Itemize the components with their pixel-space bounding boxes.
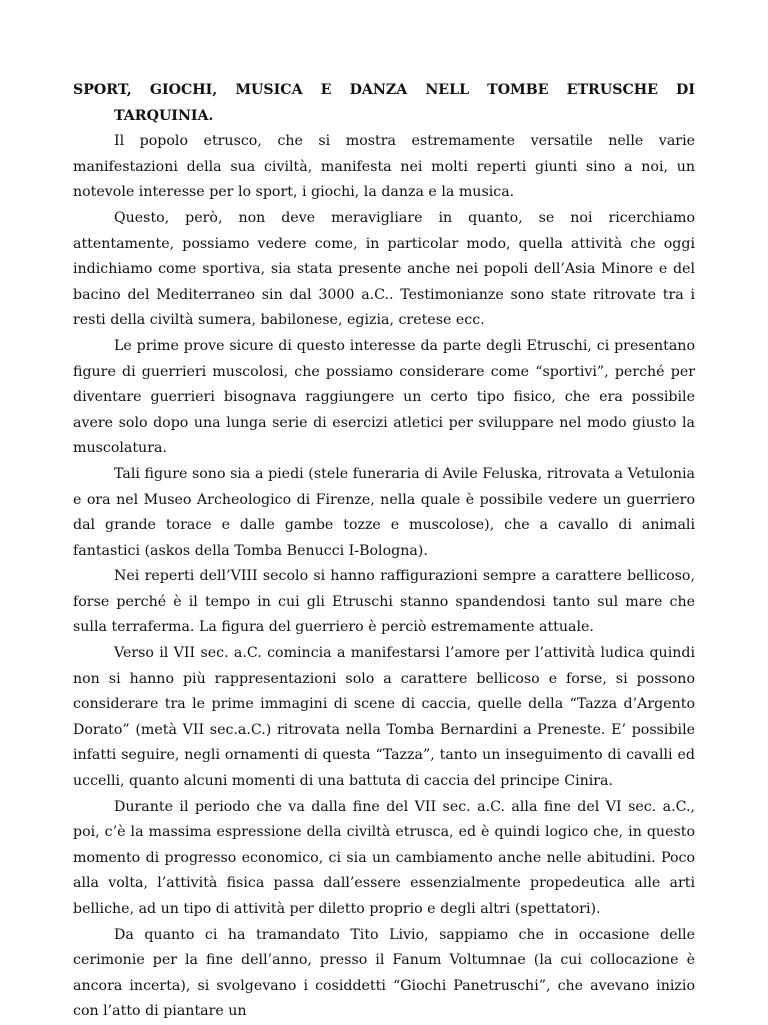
document-page [73, 78, 695, 1025]
paragraph: Durante il periodo che va dalla fine del VII sec. a.C. alla fine del VI sec. a.C., poi, c’è la massima espressione della civiltà etrusca, ed è quindi logico che, in questo momento di progresso economico, ci sia un cambiamento anche nelle abitudini. Poco alla volta, l’attività fisica passa dall’essere essenzialmente propedeutica alle arti belliche, ad un tipo di attività per diletto proprio e degli altri (spettatori). [73, 798, 695, 917]
paragraph: Verso il VII sec. a.C. comincia a manifestarsi l’amore per l’attività ludica quindi non si hanno più rappresentazioni solo a carattere bellicoso e forse, si possono considerare tra le prime immagini di scene di caccia, quelle della “Tazza d’Argento Dorato” (metà VII sec.a.C.) ritrovata nella Tomba Bernardini a Preneste. E’ possibile infatti seguire, negli ornamenti di questa “Tazza”, tanto un inseguimento di cavalli ed uccelli, quanto alcuni momenti di una battuta di caccia del principe Cinira. [73, 645, 695, 790]
document-title [73, 78, 695, 129]
paragraph: Da quanto ci ha tramandato Tito Livio, sappiamo che in occasione delle cerimonie per la fine dell’anno, presso il Fanum Voltumnae (la cui collocazione è ancora incerta), si svolgevano i cosiddetti “Giochi Panetruschi”, che avevano inizio con l’atto di piantare un [73, 926, 695, 1020]
paragraph: Questo, però, non deve meravigliare in quanto, se noi ricerchiamo attentamente, possiamo vedere come, in particolar modo, quella attività che oggi indichiamo come sportiva, sia stata presente anche nei popoli dell’Asia Minore e del bacino del Mediterraneo sin dal 3000 a.C.. Testimonianze sono state ritrovate tra i resti della civiltà sumera, babilonese, egizia, cretese ecc. [73, 209, 695, 329]
paragraph: Tali figure sono sia a piedi (stele funeraria di Avile Feluska, ritrovata a Vetulonia e ora nel Museo Archeologico di Firenze, nella quale è possibile vedere un guerriero dal grande torace e dalle gambe tozze e muscolose), che a cavallo di animali fantastici (askos della Tomba Benucci I-Bologna). [73, 465, 695, 559]
paragraph: Il popolo etrusco, che si mostra estremamente versatile nelle varie manifestazioni della sua civiltà, manifesta nei molti reperti giunti sino a noi, un notevole interesse per lo sport, i giochi, la danza e la musica. [73, 133, 695, 201]
paragraph: Le prime prove sicure di questo interesse da parte degli Etruschi, ci presentano figure di guerrieri muscolosi, che possiamo considerare come “sportivi”, perché per diventare guerrieri bisognava raggiungere un certo tipo fisico, che era possibile avere solo dopo una lunga serie di esercizi atletici per sviluppare nel modo giusto la muscolatura. [73, 337, 695, 457]
title-line-1: SPORT, GIOCHI, MUSICA E DANZA NELL TOMBE ETRUSCHE DI [73, 82, 695, 98]
title-line-2: TARQUINIA. [114, 107, 214, 124]
paragraph: Nei reperti dell’VIII secolo si hanno raffigurazioni sempre a carattere bellicoso, forse perché è il tempo in cui gli Etruschi stanno spandendosi tanto sul mare che sulla terraferma. La figura del guerriero è perciò estremamente attuale. [73, 568, 695, 636]
